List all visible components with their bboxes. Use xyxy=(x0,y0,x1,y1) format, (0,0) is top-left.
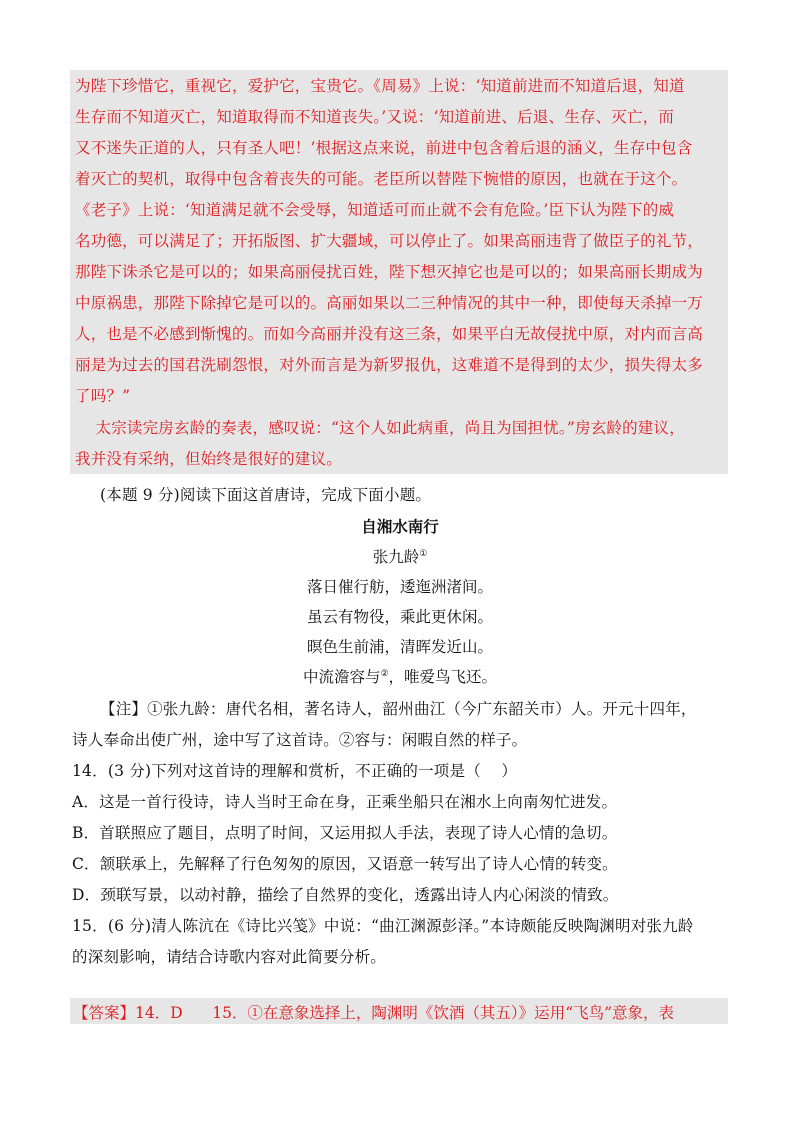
question-14-option-d: D．颈联写景，以动衬静，描绘了自然界的变化，透露出诗人内心闲淡的情致。 xyxy=(72,886,619,904)
question-intro: (本题 9 分)阅读下面这首唐诗，完成下面小题。 xyxy=(100,486,432,504)
poem-title: 自湘水南行 xyxy=(361,517,439,536)
question-14-option-b: B．首联照应了题目，点明了时间，又运用拟人手法，表现了诗人心情的急切。 xyxy=(72,824,618,842)
passage-line: 那陛下诛杀它是可以的；如果高丽侵扰百姓，陛下想灭掉它也是可以的；如果高丽长期成为 xyxy=(75,263,704,281)
footnote-marker: ① xyxy=(419,548,428,559)
passage-line: 又不迷失正道的人，只有圣人吧！’根据这点来说，前进中包含着后退的涵义，生存中包含 xyxy=(75,139,693,157)
passage-line: 着灭亡的契机，取得中包含着丧失的可能。老臣所以替陛下惋惜的原因，也就在于这个。 xyxy=(75,170,688,188)
question-15-stem: 的深刻影响，请结合诗歌内容对此简要分析。 xyxy=(72,948,387,966)
question-14-stem: 14．(3 分)下列对这首诗的理解和赏析，不正确的一项是（ ） xyxy=(72,762,518,780)
translation-passage xyxy=(70,70,728,474)
passage-line: 丽是为过去的国君洗刷怨恨，对外而言是为新罗报仇，这难道不是得到的太少，损失得太多 xyxy=(75,356,704,374)
answer-text: 【答案】14．D 15．①在意象选择上，陶渊明《饮酒（其五）》运用“飞鸟”意象，表 xyxy=(73,1004,675,1022)
poem-line: 暝色生前浦，清晖发近山。 xyxy=(306,638,493,656)
passage-line: 中原祸患，那陛下除掉它是可以的。高丽如果以二三种情况的其中一种，即使每天杀掉一万 xyxy=(75,294,704,312)
question-14-option-a: A．这是一首行役诗，诗人当时王命在身，正乘坐船只在湘水上向南匆忙进发。 xyxy=(72,793,618,811)
question-15-stem: 15．(6 分)清人陈沆在《诗比兴笺》中说：“曲江渊源彭泽。”本诗颇能反映陶渊明对张九龄 xyxy=(72,917,694,935)
passage-line: 生存而不知道灭亡，知道取得而不知道丧失。’又说：‘知道前进、后退、生存、灭亡，而 xyxy=(75,108,675,126)
passage-line: 我并没有采纳，但始终是很好的建议。 xyxy=(75,450,342,468)
passage-line: 为陛下珍惜它，重视它，爱护它，宝贵它。《周易》上说：‘知道前进而不知道后退，知道 xyxy=(75,77,685,95)
poem-line xyxy=(0,665,800,687)
poem-line: 落日催行舫，逶迤洲渚间。 xyxy=(306,578,493,596)
poem-line-part: ，唯爱鸟飞还。 xyxy=(388,668,498,686)
poem-author xyxy=(0,545,800,567)
poem-note: 【注】①张九龄：唐代名相，著名诗人，韶州曲江（今广东韶关市）人。开元十四年， xyxy=(100,700,697,718)
passage-line: 《老子》上说：‘知道满足就不会受辱，知道适可而止就不会有危险。’臣下认为陛下的威 xyxy=(75,201,675,219)
question-14-option-c: C．颔联承上，先解释了行色匆匆的原因，又语意一转写出了诗人心情的转变。 xyxy=(72,855,618,873)
passage-line: 太宗读完房玄龄的奏表，感叹说：“这个人如此病重，尚且为国担忧。”房玄龄的建议， xyxy=(75,419,685,437)
poem-author-name: 张九龄 xyxy=(372,548,420,566)
poem-line: 虽云有物役，乘此更休闲。 xyxy=(306,608,493,626)
poem-note: 诗人奉命出使广州，途中写了这首诗。②容与：闲暇自然的样子。 xyxy=(72,731,528,749)
poem-line-part: 中流澹容与 xyxy=(302,668,381,686)
passage-line: 了吗？” xyxy=(75,387,131,405)
passage-line: 名功德，可以满足了；开拓版图、扩大疆域，可以停止了。如果高丽违背了做臣子的礼节， xyxy=(75,232,704,250)
footnote-marker: ② xyxy=(380,668,389,679)
passage-line: 人，也是不必感到惭愧的。而如今高丽并没有这三条，如果平白无故侵扰中原，对内而言高 xyxy=(75,325,704,343)
answer-box xyxy=(70,998,728,1024)
